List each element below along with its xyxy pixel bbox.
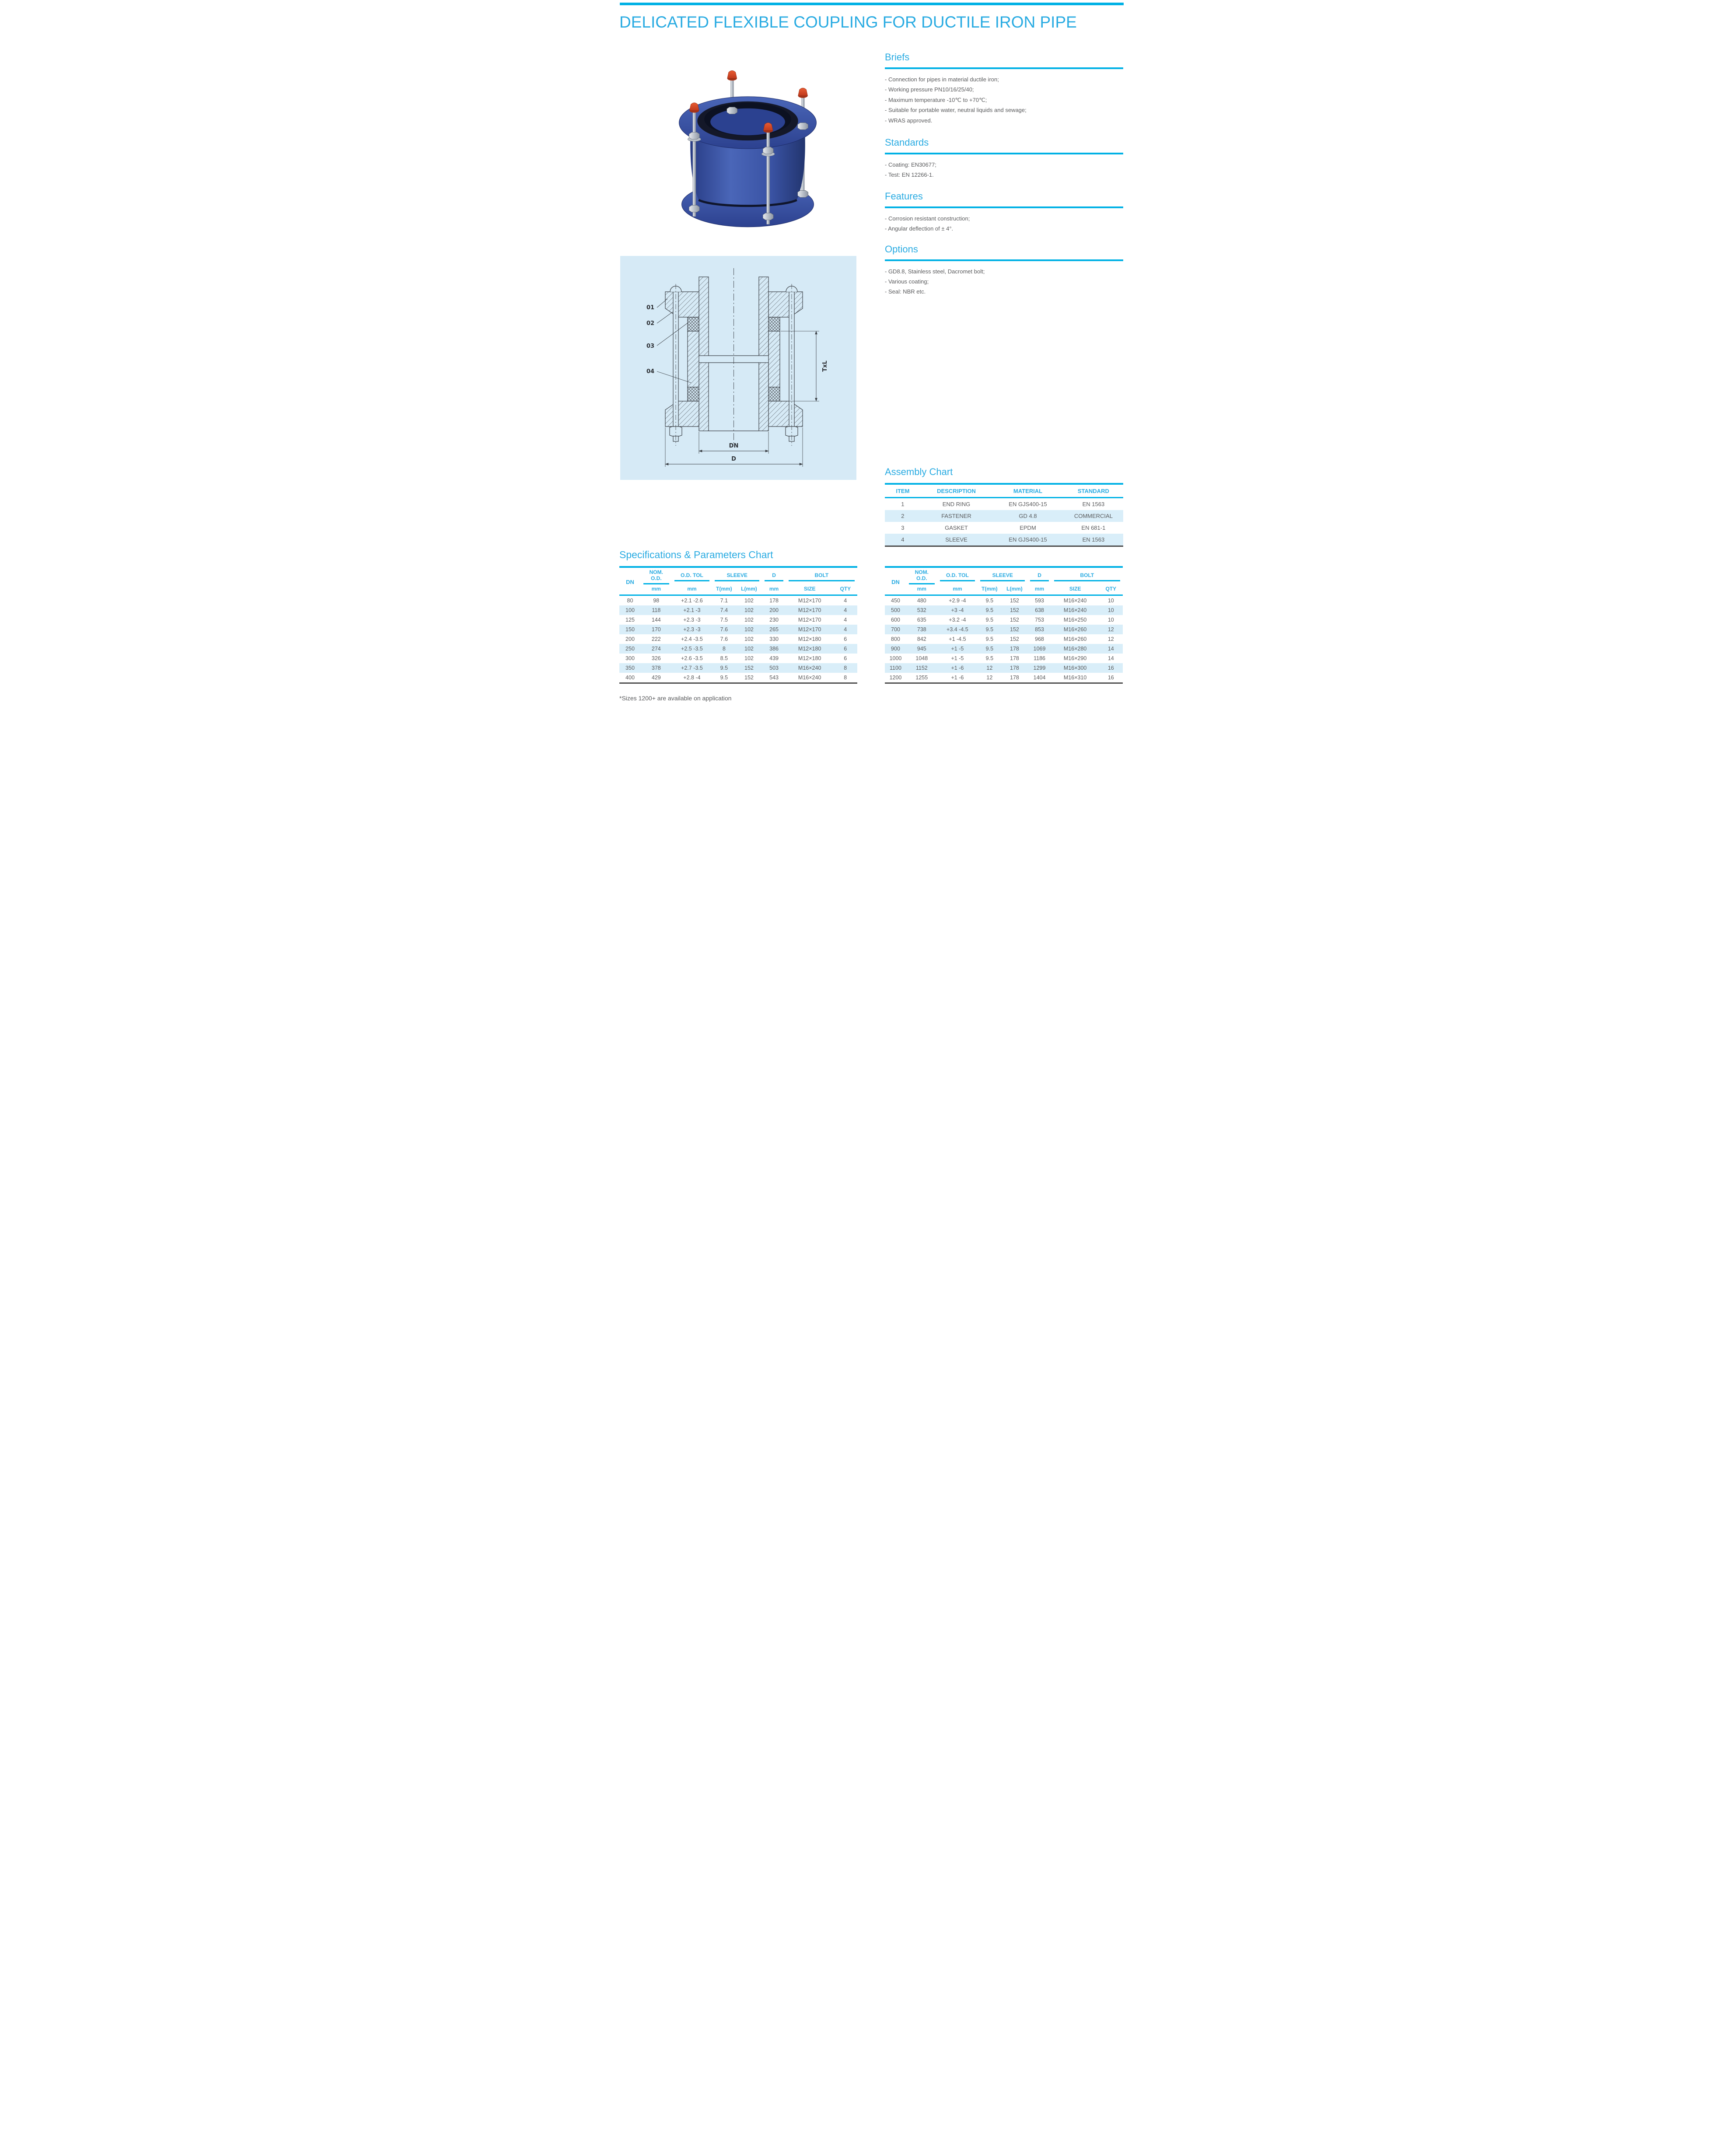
table-row: [885, 634, 1123, 644]
table-cell: M16×310: [1063, 675, 1087, 681]
spec-table-right: [885, 566, 1123, 684]
table-cell: 178: [769, 598, 779, 604]
table-cell: 532: [917, 607, 926, 613]
table-cell: 7.1: [720, 598, 728, 604]
table-cell: M16×300: [1063, 665, 1087, 671]
table-cell: 152: [1010, 617, 1019, 623]
table-cell: +1 -6: [951, 675, 964, 681]
column-header-material: MATERIAL: [992, 484, 1064, 498]
column-header-label: BOLT: [1054, 572, 1120, 581]
table-cell: EN GJS400-15: [1009, 501, 1047, 507]
table-cell: EPDM: [1020, 525, 1036, 531]
unit-mm: mm: [762, 584, 786, 595]
table-cell: 102: [744, 646, 754, 652]
column-header-nom-od: [641, 567, 672, 584]
table-cell: 386: [769, 646, 779, 652]
bullet-item: - Coating: EN30677;: [885, 161, 936, 168]
table-cell: M12×170: [798, 598, 821, 604]
table-row: [885, 522, 1123, 534]
table-cell: 1404: [1033, 675, 1046, 681]
table-cell: +1 -6: [951, 665, 964, 671]
column-header-label: NOM. O.D.: [643, 569, 669, 584]
table-row: [885, 498, 1123, 511]
table-cell: 8: [722, 646, 726, 652]
table-row: [885, 654, 1123, 663]
table-cell: M12×180: [798, 655, 821, 661]
table-cell: 152: [1010, 636, 1019, 642]
table-cell: 178: [1010, 646, 1019, 652]
table-cell: 125: [625, 617, 635, 623]
table-cell: 8: [844, 675, 847, 681]
table-cell: 600: [891, 617, 900, 623]
table-cell: +1 -5: [951, 655, 964, 661]
part-label-02: 02: [646, 320, 655, 327]
table-cell: 4: [844, 617, 847, 623]
section-items: [885, 74, 1123, 126]
column-header-sleeve: [978, 567, 1027, 584]
table-cell: GASKET: [945, 525, 968, 531]
part-label-03: 03: [646, 343, 655, 350]
unit-mm: mm: [906, 584, 937, 595]
table-cell: 152: [744, 675, 754, 681]
table-cell: 800: [891, 636, 900, 642]
table-cell: 1152: [915, 665, 928, 671]
table-cell: 102: [744, 626, 754, 633]
column-header-standard: STANDARD: [1064, 484, 1123, 498]
table-cell: 102: [744, 636, 754, 642]
column-header-label: O.D. TOL: [940, 572, 975, 581]
table-cell: M12×170: [798, 607, 821, 613]
table-cell: 178: [1010, 665, 1019, 671]
table-cell: 200: [625, 636, 635, 642]
spec-chart-title: Specifications & Parameters Chart: [619, 549, 773, 560]
table-cell: COMMERCIAL: [1074, 513, 1113, 519]
unit-t: T(mm): [978, 584, 1001, 595]
table-cell: 350: [625, 665, 635, 671]
table-cell: 12: [1107, 626, 1114, 633]
table-cell: EN GJS400-15: [1009, 536, 1047, 543]
column-header-dn: DN: [619, 567, 641, 595]
table-cell: 503: [769, 665, 779, 671]
table-cell: 7.5: [720, 617, 728, 623]
column-header-dn: DN: [885, 567, 906, 595]
bullet-item: - Corrosion resistant construction;: [885, 215, 970, 222]
table-row: [885, 673, 1123, 683]
table-cell: 10: [1107, 607, 1114, 613]
spec-chart: [619, 549, 1123, 684]
section-rule: [885, 259, 1123, 261]
unit-size: SIZE: [786, 584, 834, 595]
table-row: [619, 615, 857, 625]
table-cell: 16: [1107, 665, 1114, 671]
table-cell: 102: [744, 598, 754, 604]
bullet-item: - GD8.8, Stainless steel, Dacromet bolt;: [885, 268, 985, 275]
assembly-header-row: [885, 484, 1123, 498]
table-cell: 102: [744, 655, 754, 661]
table-cell: 14: [1107, 655, 1114, 661]
table-cell: M12×180: [798, 646, 821, 652]
table-cell: 9.5: [985, 646, 994, 652]
table-cell: +2.1 -2.6: [681, 598, 703, 604]
table-row: [619, 605, 857, 615]
table-cell: 102: [744, 617, 754, 623]
section-items: [885, 160, 1123, 180]
table-cell: 4: [844, 626, 847, 633]
bullet-item: - Test: EN 12266-1.: [885, 171, 934, 178]
datasheet-page: [579, 0, 1157, 717]
spec-header-groups: [619, 567, 857, 584]
table-cell: 9.5: [720, 665, 728, 671]
unit-mm: mm: [641, 584, 672, 595]
table-cell: 230: [769, 617, 779, 623]
dimension-d: D: [731, 456, 736, 462]
unit-l: L(mm): [1002, 584, 1028, 595]
unit-t: T(mm): [712, 584, 736, 595]
table-cell: 1: [901, 501, 905, 507]
table-cell: 1069: [1033, 646, 1046, 652]
table-cell: +1 -5: [951, 646, 964, 652]
table-cell: 178: [1010, 675, 1019, 681]
section-briefs: [885, 52, 1123, 126]
table-cell: FASTENER: [941, 513, 971, 519]
unit-size: SIZE: [1051, 584, 1099, 595]
table-cell: 635: [917, 617, 926, 623]
table-cell: 4: [844, 607, 847, 613]
top-accent-bar: [620, 3, 1124, 5]
table-cell: 9.5: [985, 626, 994, 633]
table-cell: SLEEVE: [945, 536, 968, 543]
part-label-04: 04: [646, 368, 655, 375]
table-cell: 152: [1010, 607, 1019, 613]
table-cell: EN 1563: [1082, 501, 1105, 507]
table-cell: +3 -4: [951, 607, 964, 613]
table-cell: 9.5: [985, 607, 994, 613]
table-cell: M12×180: [798, 636, 821, 642]
table-cell: 700: [891, 626, 900, 633]
table-cell: M16×240: [1063, 607, 1087, 613]
table-cell: 378: [651, 665, 661, 671]
table-cell: 853: [1035, 626, 1044, 633]
table-cell: 968: [1035, 636, 1044, 642]
section-features: [885, 191, 1123, 234]
section-title: Features: [885, 190, 923, 202]
section-title: Options: [885, 243, 918, 255]
table-cell: M16×240: [798, 675, 821, 681]
column-header-description: DESCRIPTION: [921, 484, 992, 498]
assembly-chart-title: Assembly Chart: [885, 466, 953, 477]
table-row: [885, 625, 1123, 634]
column-header-od-tol: [937, 567, 978, 584]
info-column: [885, 52, 1123, 297]
table-cell: 1186: [1034, 655, 1045, 661]
assembly-chart: [885, 466, 1123, 547]
spec-table-left: [619, 566, 857, 684]
table-row: [619, 644, 857, 654]
table-cell: 945: [917, 646, 926, 652]
table-cell: +3.4 -4.5: [947, 626, 968, 633]
table-row: [885, 663, 1123, 673]
table-cell: 100: [625, 607, 635, 613]
column-header-label: O.D. TOL: [674, 572, 709, 581]
table-cell: 543: [769, 675, 779, 681]
unit-mm: mm: [672, 584, 712, 595]
coupling-section-drawing: [620, 256, 856, 480]
section-rule: [885, 67, 1123, 69]
table-cell: 2: [901, 513, 905, 519]
table-cell: 250: [625, 646, 635, 652]
table-cell: 4: [901, 536, 905, 543]
column-header-label: D: [765, 572, 783, 581]
bullet-item: - Suitable for portable water, neutral liquids and sewage;: [885, 107, 1027, 114]
table-cell: 9.5: [985, 655, 994, 661]
column-header-d: [762, 567, 786, 584]
column-header-sleeve: [712, 567, 762, 584]
dimension-dn: DN: [729, 443, 739, 449]
table-cell: 1000: [889, 655, 902, 661]
column-header-nom-od: [906, 567, 937, 584]
table-cell: GD 4.8: [1019, 513, 1037, 519]
table-cell: 1048: [915, 655, 928, 661]
table-cell: END RING: [942, 501, 971, 507]
unit-qty: QTY: [834, 584, 857, 595]
bullet-item: - Connection for pipes in material ductile iron;: [885, 76, 999, 83]
product-photo: [654, 66, 841, 238]
table-row: [619, 654, 857, 663]
table-row: [885, 595, 1123, 606]
table-cell: 178: [1010, 655, 1019, 661]
table-cell: 500: [891, 607, 900, 613]
table-cell: 12: [1107, 636, 1114, 642]
table-cell: 274: [651, 646, 661, 652]
table-cell: +2.1 -3: [683, 607, 701, 613]
table-cell: 400: [625, 675, 635, 681]
bullet-item: - Various coating;: [885, 278, 929, 285]
table-cell: 429: [651, 675, 661, 681]
column-header-label: BOLT: [789, 572, 855, 581]
table-cell: 102: [744, 607, 754, 613]
table-cell: 439: [769, 655, 779, 661]
table-cell: +2.8 -4: [683, 675, 701, 681]
table-cell: 593: [1035, 598, 1044, 604]
section-items: [885, 266, 1123, 297]
column-header-label: NOM. O.D.: [909, 569, 935, 584]
table-cell: 118: [652, 607, 661, 613]
coupling-photo-illustration: [654, 66, 841, 238]
table-cell: 98: [653, 598, 660, 604]
unit-qty: QTY: [1099, 584, 1123, 595]
table-cell: +2.3 -3: [683, 617, 701, 623]
table-cell: 9.5: [985, 636, 994, 642]
bullet-item: - Working pressure PN10/16/25/40;: [885, 86, 974, 93]
technical-drawing: [620, 256, 856, 480]
page-title: DELICATED FLEXIBLE COUPLING FOR DUCTILE IRON PIPE: [619, 13, 1077, 31]
table-row: [885, 534, 1123, 546]
table-cell: 200: [769, 607, 779, 613]
spec-header-units: [619, 584, 857, 595]
table-cell: 12: [986, 675, 993, 681]
table-cell: 330: [769, 636, 779, 642]
section-options: [885, 244, 1123, 297]
table-cell: 9.5: [720, 675, 728, 681]
table-cell: 14: [1107, 646, 1114, 652]
table-cell: +2.6 -3.5: [681, 655, 703, 661]
table-row: [619, 595, 857, 606]
table-cell: 10: [1107, 598, 1114, 604]
table-row: [619, 663, 857, 673]
section-standards: [885, 137, 1123, 180]
table-cell: 222: [651, 636, 661, 642]
section-items: [885, 213, 1123, 234]
section-title: Standards: [885, 136, 929, 148]
table-cell: 4: [844, 598, 847, 604]
table-cell: 3: [901, 525, 905, 531]
unit-mm: mm: [937, 584, 978, 595]
table-cell: 480: [917, 598, 926, 604]
table-row: [885, 510, 1123, 522]
bullet-item: - Angular deflection of ± 4°.: [885, 225, 954, 232]
section-rule: [885, 206, 1123, 208]
table-cell: 10: [1107, 617, 1114, 623]
table-cell: 152: [744, 665, 754, 671]
table-cell: 9.5: [985, 598, 994, 604]
table-cell: 1299: [1033, 665, 1046, 671]
table-cell: 152: [1010, 626, 1019, 633]
column-header-item: ITEM: [885, 484, 921, 498]
table-cell: 9.5: [985, 617, 994, 623]
table-cell: 16: [1107, 675, 1114, 681]
table-cell: 326: [651, 655, 661, 661]
section-rule: [885, 153, 1123, 154]
table-row: [619, 625, 857, 634]
table-cell: M16×290: [1063, 655, 1087, 661]
table-row: [885, 605, 1123, 615]
table-cell: 1200: [889, 675, 902, 681]
table-cell: +3.2 -4: [949, 617, 966, 623]
table-cell: EN 1563: [1082, 536, 1105, 543]
column-header-d: [1027, 567, 1051, 584]
footnote: *Sizes 1200+ are available on application: [619, 695, 732, 702]
table-cell: 7.6: [720, 626, 728, 633]
bullet-item: - WRAS approved.: [885, 117, 933, 124]
table-cell: 753: [1035, 617, 1044, 623]
table-cell: 170: [651, 626, 661, 633]
table-row: [619, 673, 857, 683]
table-cell: 638: [1035, 607, 1044, 613]
table-cell: M16×260: [1063, 626, 1087, 633]
spec-tables: [619, 566, 1123, 684]
table-cell: 738: [917, 626, 926, 633]
dimension-txl: TxL: [822, 360, 828, 372]
table-cell: 8.5: [720, 655, 728, 661]
column-header-od-tol: [672, 567, 712, 584]
table-cell: 152: [1010, 598, 1019, 604]
table-cell: EN 681-1: [1081, 525, 1106, 531]
table-row: [619, 634, 857, 644]
table-cell: M16×280: [1063, 646, 1087, 652]
table-cell: 8: [844, 665, 847, 671]
table-cell: M16×240: [798, 665, 821, 671]
table-cell: +2.5 -3.5: [681, 646, 703, 652]
table-cell: M16×240: [1063, 598, 1087, 604]
table-row: [885, 615, 1123, 625]
bullet-item: - Seal: NBR etc.: [885, 288, 926, 295]
table-cell: +1 -4.5: [949, 636, 966, 642]
table-cell: 80: [627, 598, 633, 604]
table-cell: M12×170: [798, 626, 821, 633]
table-cell: M16×260: [1063, 636, 1087, 642]
column-header-label: SLEEVE: [715, 572, 759, 581]
table-cell: 6: [844, 655, 847, 661]
table-cell: 1255: [915, 675, 928, 681]
table-cell: 7.6: [720, 636, 728, 642]
spec-header-units: [885, 584, 1123, 595]
unit-mm: mm: [1027, 584, 1051, 595]
table-cell: +2.7 -3.5: [681, 665, 703, 671]
table-cell: +2.3 -3: [683, 626, 701, 633]
unit-l: L(mm): [736, 584, 762, 595]
table-cell: 450: [891, 598, 900, 604]
table-cell: 900: [891, 646, 900, 652]
table-cell: +2.9 -4: [949, 598, 966, 604]
table-cell: 6: [844, 636, 847, 642]
column-header-bolt: [786, 567, 857, 584]
bullet-item: - Maximum temperature -10℃ to +70℃;: [885, 96, 987, 103]
table-cell: 12: [986, 665, 993, 671]
table-cell: 1100: [890, 665, 901, 671]
table-cell: 6: [844, 646, 847, 652]
part-label-01: 01: [646, 304, 655, 311]
assembly-table: [885, 483, 1123, 547]
table-cell: M12×170: [798, 617, 821, 623]
table-cell: M16×250: [1063, 617, 1087, 623]
column-header-label: D: [1030, 572, 1048, 581]
section-title: Briefs: [885, 52, 910, 63]
table-cell: 7.4: [720, 607, 728, 613]
table-cell: 842: [917, 636, 926, 642]
spec-header-groups: [885, 567, 1123, 584]
column-header-bolt: [1051, 567, 1123, 584]
table-cell: 144: [651, 617, 661, 623]
column-header-label: SLEEVE: [980, 572, 1025, 581]
table-cell: 300: [625, 655, 635, 661]
table-cell: 265: [769, 626, 779, 633]
table-row: [885, 644, 1123, 654]
table-cell: 150: [625, 626, 635, 633]
table-cell: +2.4 -3.5: [681, 636, 703, 642]
